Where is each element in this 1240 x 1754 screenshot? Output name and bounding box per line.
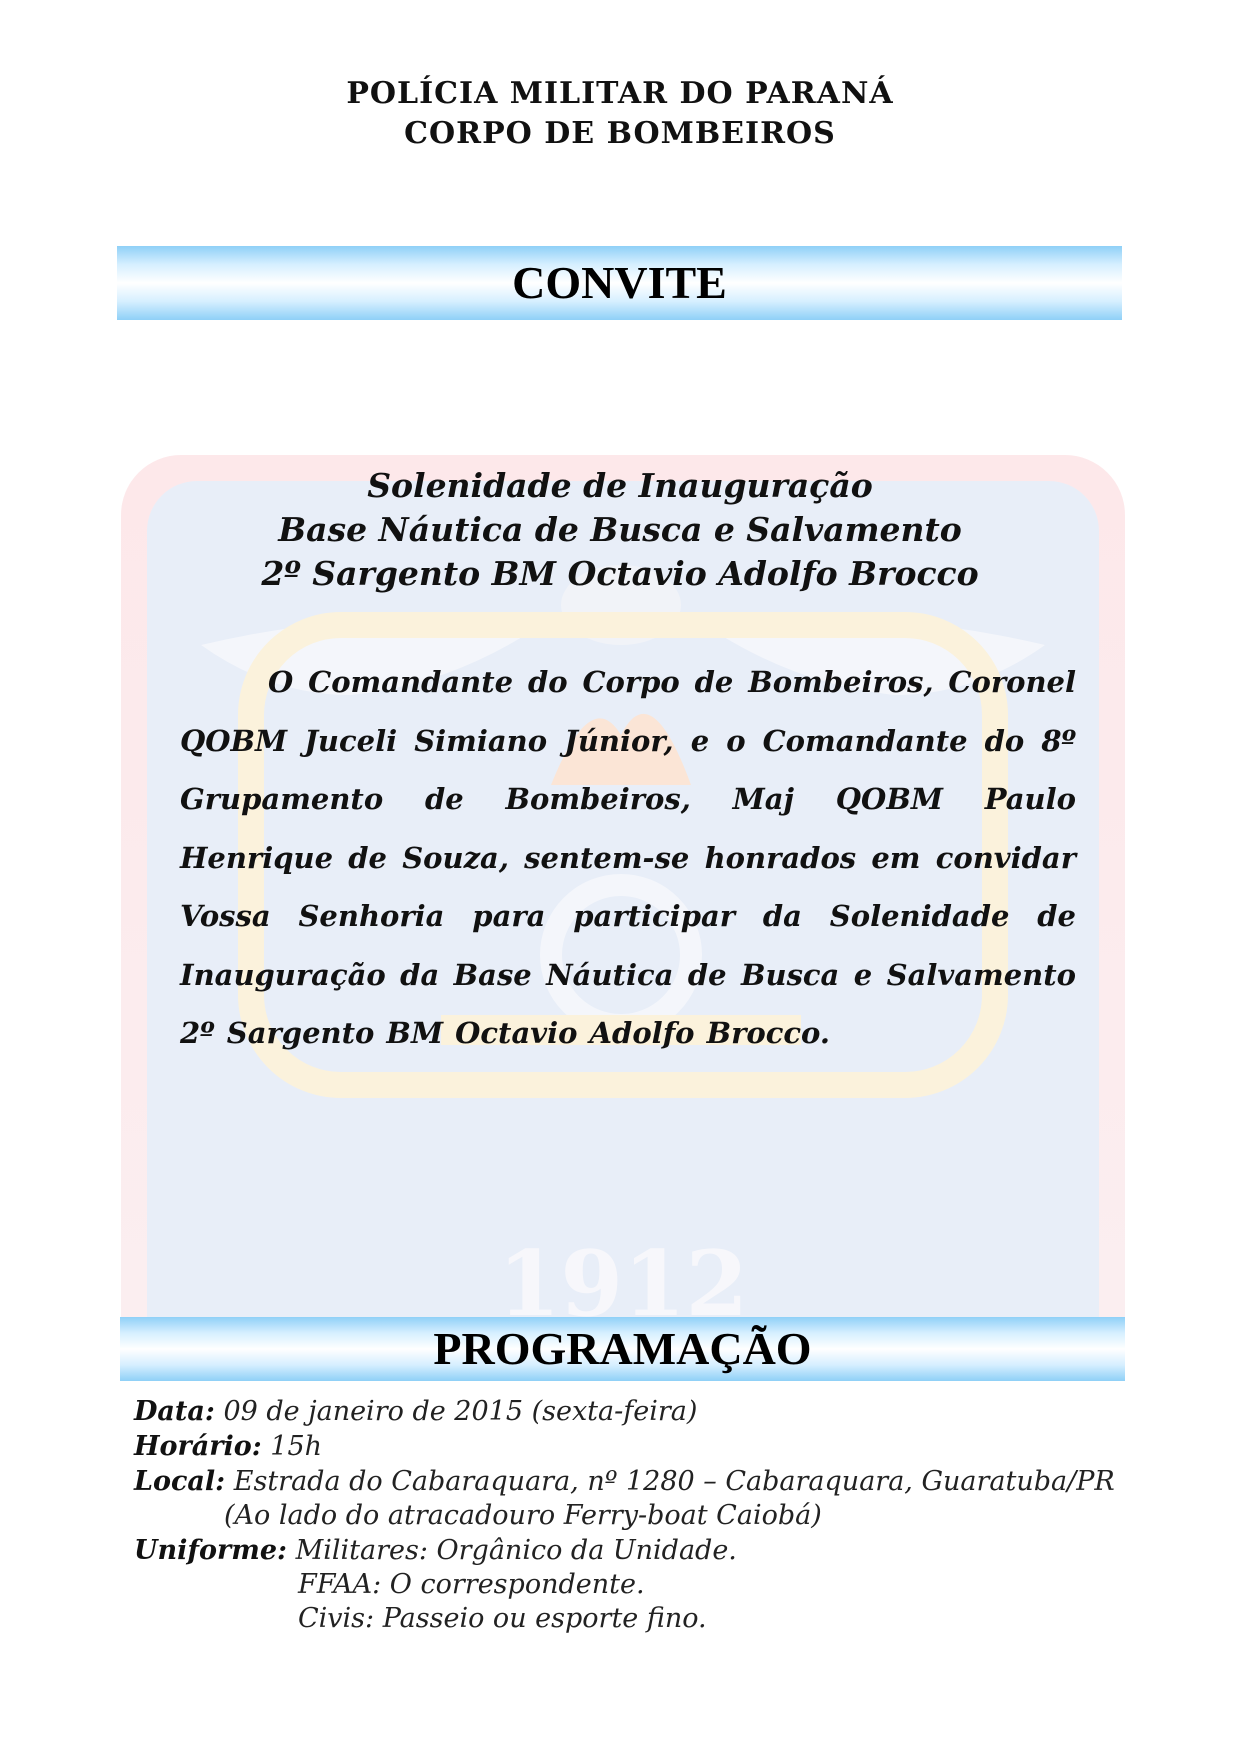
program-title: PROGRAMAÇÃO [433, 1323, 812, 1374]
uniform-military: Militares: Orgânico da Unidade. [295, 1535, 737, 1566]
uniform-label: Uniforme: [134, 1535, 287, 1566]
time-value: 15h [270, 1431, 323, 1462]
time-label: Horário: [134, 1431, 262, 1462]
ceremony-line-1: Solenidade de Inauguração [367, 466, 873, 505]
uniform-ffaa: FFAA: O correspondente. [298, 1569, 645, 1600]
ceremony-line-3: 2º Sargento BM Octavio Adolfo Brocco [261, 554, 979, 593]
invitation-title: CONVITE [512, 257, 727, 308]
location-value: Estrada do Cabaraquara, nº 1280 – Cabaraquara, Guaratuba/PR [233, 1466, 1115, 1497]
location-note: (Ao lado do atracadouro Ferry-boat Caiobá) [224, 1500, 822, 1531]
program-time [134, 1431, 322, 1462]
program-uniform [134, 1535, 737, 1566]
header-line-2: CORPO DE BOMBEIROS [404, 116, 836, 151]
ceremony-line-2: Base Náutica de Busca e Salvamento [278, 510, 962, 549]
program-location [134, 1466, 1115, 1497]
program-date [134, 1396, 697, 1427]
location-label: Local: [134, 1466, 226, 1497]
title-band [117, 246, 1122, 320]
invitation-paragraph: O Comandante do Corpo de Bombeiros, Coronel QOBM Juceli Simiano Júnior, e o Comandante do 8º Grupamento de Bombeiros, Maj QOBM Paulo Henrique de Souza, sentem-se honrados em convidar Vossa Senhoria para participar da Solenidade de Inauguração da Base Náutica de Busca e Salvamento 2º Sargento BM Octavio Adolfo Brocco. [180, 665, 1076, 1050]
uniform-civil: Civis: Passeio ou esporte fino. [298, 1603, 707, 1634]
header-line-1: POLÍCIA MILITAR DO PARANÁ [346, 76, 894, 111]
date-value: 09 de janeiro de 2015 (sexta-feira) [223, 1396, 698, 1427]
emblem-year: 1912 [497, 1231, 749, 1317]
date-label: Data: [134, 1396, 215, 1427]
program-band [120, 1317, 1125, 1381]
